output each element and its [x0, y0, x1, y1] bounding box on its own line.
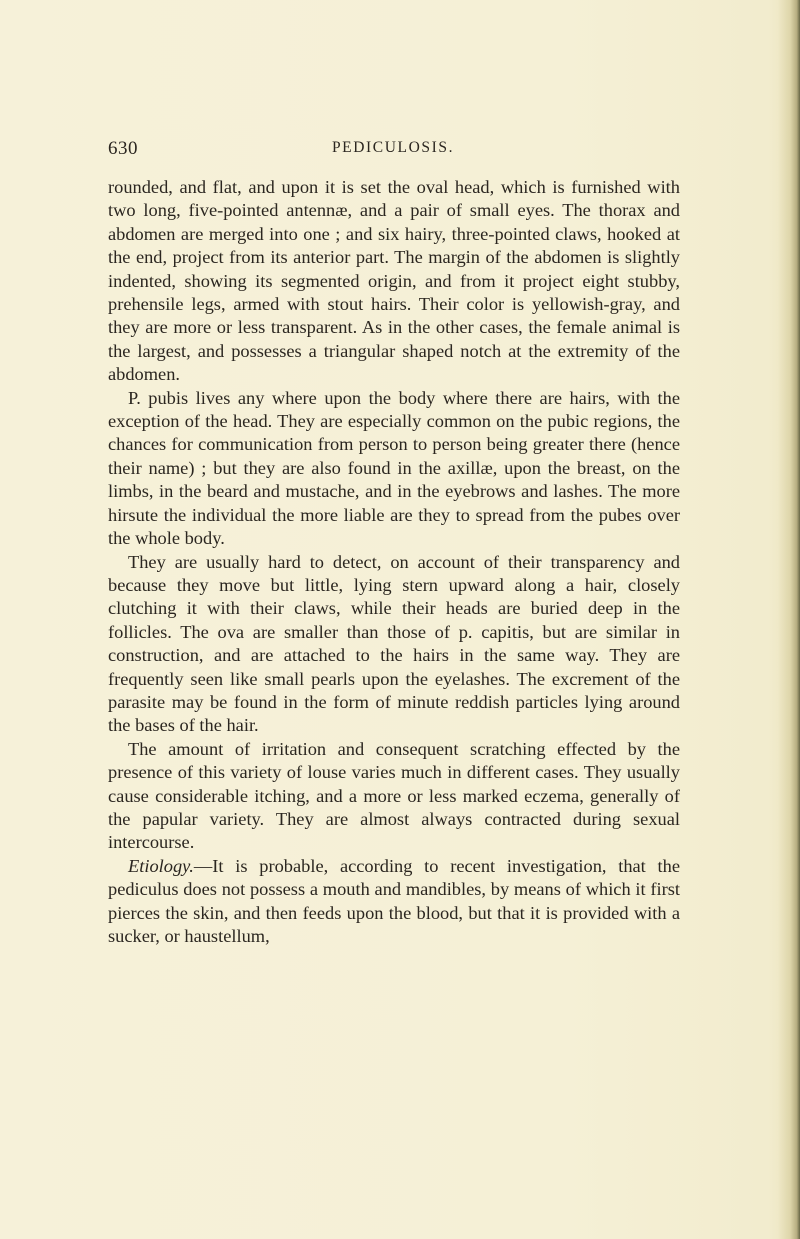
body-text [108, 176, 680, 948]
paragraph-4: The amount of irritation and consequent scratching effected by the presence of this variety of louse varies much in different cases. They usually cause considerable itching, and a more or less marked eczema, generally of the papular variety. They are almost always contracted during sexual intercourse. [108, 738, 680, 853]
paragraph-3: They are usually hard to detect, on account of their transparency and because they move but little, lying stern upward along a hair, closely clutching it with their claws, while their heads are buried deep in the follicles. The ova are smaller than those of p. capitis, but are similar in construction, and are attached to the hairs in the same way. They are frequently seen like small pearls upon the eyelashes. The excrement of the parasite may be found in the form of minute reddish particles lying around the bases of the hair. [108, 551, 680, 736]
page-header [108, 138, 678, 168]
page-number: 630 [108, 138, 138, 159]
etiology-text: —It is probable, according to recent investigation, that the pediculus does not possess a mouth and mandibles, by means of which it first pierces the skin, and then feeds upon the blood, but that it is provided with a sucker, or haustellum, [108, 855, 680, 946]
page-edge-shadow [778, 0, 800, 1239]
paragraph-5 [108, 855, 680, 949]
paragraph-1: rounded, and flat, and upon it is set the oval head, which is furnished with two long, five-pointed antennæ, and a pair of small eyes. The thorax and abdomen are merged into one ; and six hairy, three-pointed claws, hooked at the end, project from its anterior part. The margin of the abdomen is slightly indented, showing its segmented origin, and from it project eight stubby, prehensile legs, armed with stout hairs. Their color is yellowish-gray, and they are more or less transparent. As in the other cases, the female animal is the largest, and possesses a triangular shaped notch at the extremity of the abdomen. [108, 177, 680, 385]
running-head: PEDICULOSIS. [331, 139, 455, 156]
paragraph-2: P. pubis lives any where upon the body where there are hairs, with the exception of the head. They are especially common on the pubic regions, the chances for communication from person to person being greater there (hence their name) ; but they are also found in the axillæ, upon the breast, on the limbs, in the beard and mustache, and in the eyebrows and lashes. The more hirsute the individual the more liable are they to spread from the pubes over the whole body. [108, 387, 680, 549]
etiology-heading: Etiology. [128, 855, 194, 876]
